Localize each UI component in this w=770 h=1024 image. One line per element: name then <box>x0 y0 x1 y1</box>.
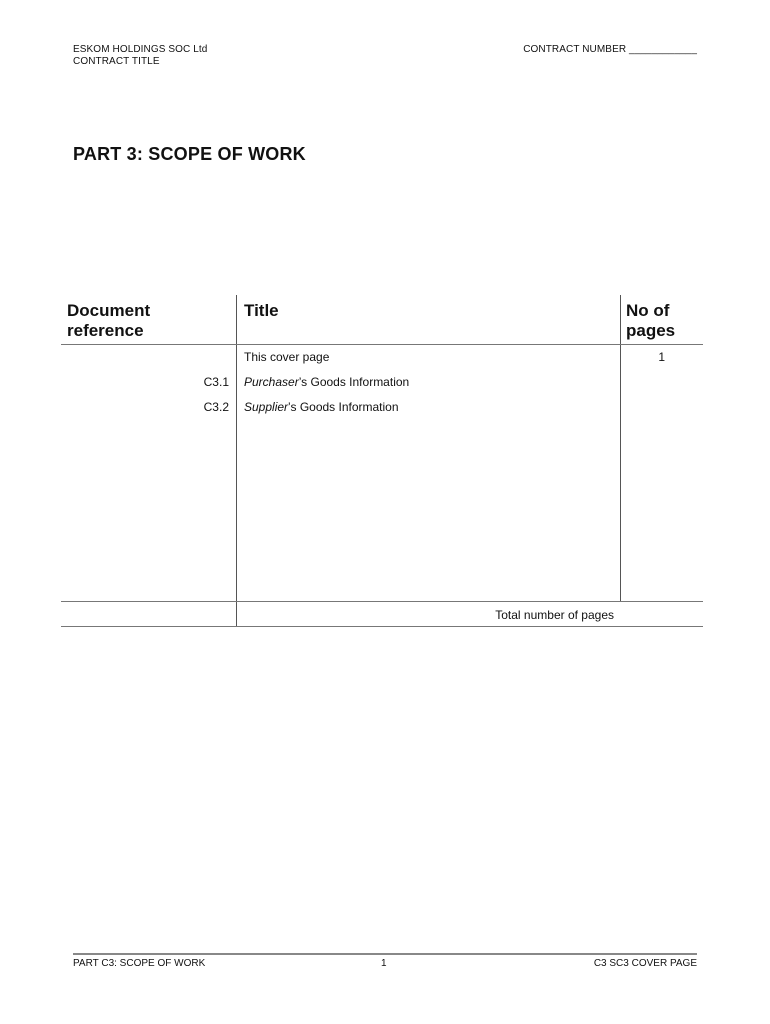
column-header-title: Title <box>244 301 279 320</box>
row-title: Purchaser’s Goods Information <box>244 375 410 389</box>
row-title: This cover page <box>244 350 330 364</box>
row-title: Supplier’s Goods Information <box>244 400 399 414</box>
footer-rule <box>73 953 697 955</box>
contents-table <box>61 295 703 627</box>
contract-number: CONTRACT NUMBER ____________ <box>523 44 697 55</box>
company-name: ESKOM HOLDINGS SOC Ltd <box>73 44 208 55</box>
document-title: PART 3: SCOPE OF WORK <box>73 144 306 164</box>
row-ref: C3.1 <box>203 375 229 389</box>
total-rule-bottom <box>61 626 703 627</box>
page-number: 1 <box>381 958 387 969</box>
row-pages: 1 <box>658 350 665 364</box>
footer-left: PART C3: SCOPE OF WORK <box>73 958 206 969</box>
header-rule <box>61 344 703 345</box>
total-pages-label: Total number of pages <box>495 608 614 622</box>
footer-right: C3 SC3 COVER PAGE <box>593 958 697 969</box>
contract-title: CONTRACT TITLE <box>73 56 160 67</box>
column-header-pages: No of pages <box>626 301 676 340</box>
column-divider-pages <box>620 295 621 602</box>
row-ref: C3.2 <box>203 400 229 414</box>
column-header-reference: Document reference <box>67 301 151 340</box>
total-rule-top <box>61 601 703 602</box>
page-header-left <box>73 44 207 68</box>
